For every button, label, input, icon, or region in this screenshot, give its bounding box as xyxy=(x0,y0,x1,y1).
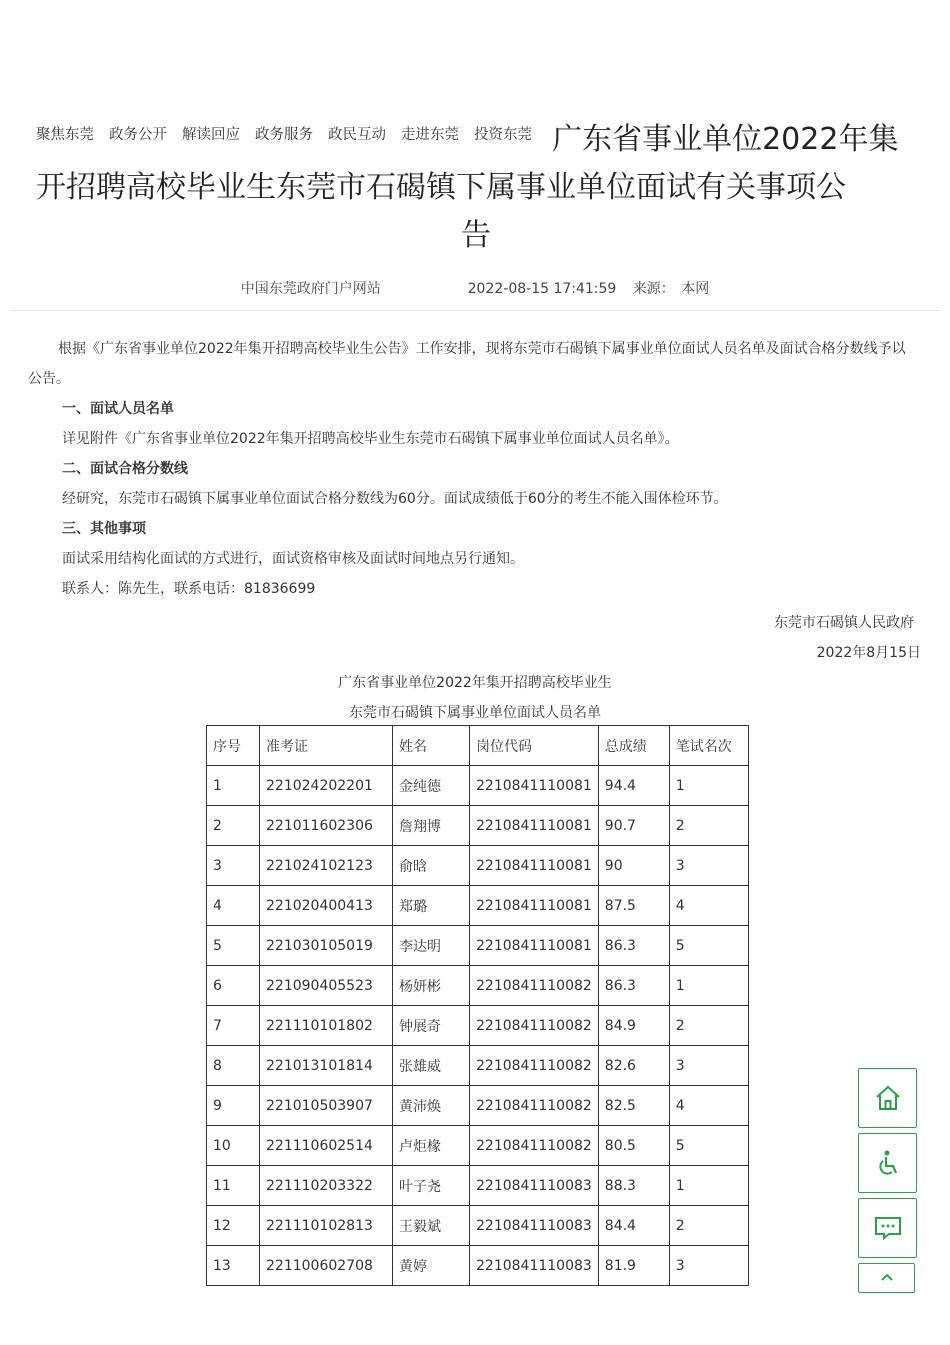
table-cell: 82.5 xyxy=(598,1086,669,1126)
table-cell: 2210841110081 xyxy=(470,806,599,846)
table-cell: 2210841110082 xyxy=(470,1126,599,1166)
table-cell: 94.4 xyxy=(598,766,669,806)
table-cell: 221110203322 xyxy=(260,1166,393,1206)
table-cell: 221100602708 xyxy=(260,1246,393,1286)
table-cell: 9 xyxy=(207,1086,260,1126)
table-cell: 86.3 xyxy=(598,966,669,1006)
table-cell: 1 xyxy=(669,766,748,806)
table-cell: 1 xyxy=(207,766,260,806)
table-caption-line1: 广东省事业单位2022年集开招聘高校毕业生 xyxy=(338,675,612,691)
source-value: 本网 xyxy=(681,281,710,297)
table-cell: 5 xyxy=(669,1126,748,1166)
message-button[interactable] xyxy=(858,1198,917,1258)
source-label: 来源： xyxy=(632,281,675,297)
nav-government-services[interactable]: 政务服务 xyxy=(255,127,313,143)
header-cell: 总成绩 xyxy=(598,726,669,766)
source-site: 中国东莞政府门户网站 xyxy=(240,281,381,297)
table-cell: 13 xyxy=(207,1246,260,1286)
nav-invest-dongguan[interactable]: 投资东莞 xyxy=(474,127,532,143)
table-cell: 俞晗 xyxy=(393,846,470,886)
table-cell: 金纯德 xyxy=(393,766,470,806)
table-cell: 2210841110081 xyxy=(470,926,599,966)
nav-government-affairs[interactable]: 政务公开 xyxy=(109,127,167,143)
table-row xyxy=(207,1006,749,1046)
table-cell: 叶子尧 xyxy=(393,1166,470,1206)
table-cell: 2210841110082 xyxy=(470,1006,599,1046)
nav-public-interaction[interactable]: 政民互动 xyxy=(328,127,386,143)
header-cell: 准考证 xyxy=(260,726,393,766)
section-3-title: 三、其他事项 xyxy=(62,521,146,537)
table-cell: 84.9 xyxy=(598,1006,669,1046)
table-row xyxy=(207,766,749,806)
table-header-row xyxy=(207,726,749,766)
table-cell: 詹翔博 xyxy=(393,806,470,846)
table-cell: 4 xyxy=(207,886,260,926)
chevron-up-icon xyxy=(879,1272,895,1282)
header-cell: 姓名 xyxy=(393,726,470,766)
signer: 东莞市石碣镇人民政府 xyxy=(774,615,914,631)
table-cell: 黄婷 xyxy=(393,1246,470,1286)
table-cell: 90.7 xyxy=(598,806,669,846)
table-cell: 221013101814 xyxy=(260,1046,393,1086)
accessibility-button[interactable] xyxy=(858,1133,917,1193)
accessibility-icon xyxy=(873,1148,903,1178)
divider xyxy=(10,310,940,311)
table-row xyxy=(207,1166,749,1206)
header-cell: 岗位代码 xyxy=(470,726,599,766)
nav-focus-dongguan[interactable]: 聚焦东莞 xyxy=(36,127,94,143)
table-cell: 5 xyxy=(669,926,748,966)
table-cell: 80.5 xyxy=(598,1126,669,1166)
table-cell: 3 xyxy=(207,846,260,886)
table-row xyxy=(207,806,749,846)
article-body xyxy=(28,334,908,604)
back-to-top-button[interactable] xyxy=(858,1263,915,1293)
table-cell: 2 xyxy=(669,1006,748,1046)
table-cell: 221010503907 xyxy=(260,1086,393,1126)
table-cell: 卢炬椽 xyxy=(393,1126,470,1166)
nav-interpretation[interactable]: 解读回应 xyxy=(182,127,240,143)
section-2-text: 经研究，东莞市石碣镇下属事业单位面试合格分数线为60分。面试成绩低于60分的考生不能入围体检环节。 xyxy=(62,491,728,507)
table-cell: 81.9 xyxy=(598,1246,669,1286)
table-row xyxy=(207,926,749,966)
table-cell: 1 xyxy=(669,966,748,1006)
table-cell: 7 xyxy=(207,1006,260,1046)
table-cell: 2210841110083 xyxy=(470,1166,599,1206)
top-nav xyxy=(36,127,552,153)
table-cell: 2210841110081 xyxy=(470,886,599,926)
table-cell: 杨妍彬 xyxy=(393,966,470,1006)
table-cell: 2210841110082 xyxy=(470,1086,599,1126)
nav-about-dongguan[interactable]: 走进东莞 xyxy=(401,127,459,143)
table-cell: 2210841110083 xyxy=(470,1246,599,1286)
intro-paragraph: 根据《广东省事业单位2022年集开招聘高校毕业生公告》工作安排，现将东莞市石碣镇下属事业单位面试人员名单及面试合格分数线予以公告。 xyxy=(28,341,906,387)
section-2-title: 二、面试合格分数线 xyxy=(62,461,188,477)
table-cell: 2210841110081 xyxy=(470,766,599,806)
table-cell: 张雄威 xyxy=(393,1046,470,1086)
sign-date: 2022年8月15日 xyxy=(816,645,921,661)
table-row xyxy=(207,1126,749,1166)
home-icon xyxy=(873,1083,903,1113)
table-row xyxy=(207,1206,749,1246)
table-cell: 221020400413 xyxy=(260,886,393,926)
table-cell: 黄沛焕 xyxy=(393,1086,470,1126)
table-cell: 钟展奇 xyxy=(393,1006,470,1046)
table-cell: 3 xyxy=(669,1246,748,1286)
table-cell: 82.6 xyxy=(598,1046,669,1086)
table-cell: 1 xyxy=(669,1166,748,1206)
article-title-tail: 告 xyxy=(461,218,491,253)
table-cell: 221110602514 xyxy=(260,1126,393,1166)
table-cell: 4 xyxy=(669,1086,748,1126)
table-cell: 2 xyxy=(207,806,260,846)
table-cell: 8 xyxy=(207,1046,260,1086)
viewport-bottom-mask xyxy=(0,1290,950,1345)
table-cell: 221024102123 xyxy=(260,846,393,886)
table-caption-line2: 东莞市石碣镇下属事业单位面试人员名单 xyxy=(349,705,601,721)
table-cell: 5 xyxy=(207,926,260,966)
table-row xyxy=(207,1086,749,1126)
table-cell: 221011602306 xyxy=(260,806,393,846)
table-cell: 2210841110082 xyxy=(470,966,599,1006)
article-meta xyxy=(0,278,950,298)
table-cell: 84.4 xyxy=(598,1206,669,1246)
table-cell: 2210841110081 xyxy=(470,846,599,886)
interview-roster-table xyxy=(206,725,749,1286)
table-cell: 3 xyxy=(669,846,748,886)
contact-info: 联系人：陈先生，联系电话：81836699 xyxy=(62,581,316,597)
section-1-title: 一、面试人员名单 xyxy=(62,401,174,417)
table-cell: 90 xyxy=(598,846,669,886)
table-row xyxy=(207,846,749,886)
header-cell: 笔试名次 xyxy=(669,726,748,766)
table-row xyxy=(207,886,749,926)
home-button[interactable] xyxy=(858,1068,917,1128)
section-3-text: 面试采用结构化面试的方式进行，面试资格审核及面试时间地点另行通知。 xyxy=(62,551,524,567)
table-cell: 郑璐 xyxy=(393,886,470,926)
table-cell: 王毅斌 xyxy=(393,1206,470,1246)
message-icon xyxy=(873,1213,903,1243)
article-title: 广东省事业单位2022年集开招聘高校毕业生东莞市石碣镇下属事业单位面试有关事项公 xyxy=(36,122,899,205)
table-cell: 221030105019 xyxy=(260,926,393,966)
table-row xyxy=(207,966,749,1006)
header xyxy=(36,116,916,260)
table-row xyxy=(207,1046,749,1086)
table-cell: 2210841110082 xyxy=(470,1046,599,1086)
table-cell: 3 xyxy=(669,1046,748,1086)
table-cell: 2210841110083 xyxy=(470,1206,599,1246)
table-cell: 李达明 xyxy=(393,926,470,966)
table-cell: 86.3 xyxy=(598,926,669,966)
table-cell: 12 xyxy=(207,1206,260,1246)
table-cell: 221024202201 xyxy=(260,766,393,806)
table-cell: 88.3 xyxy=(598,1166,669,1206)
table-row xyxy=(207,1246,749,1286)
table-cell: 6 xyxy=(207,966,260,1006)
section-1-text: 详见附件《广东省事业单位2022年集开招聘高校毕业生东莞市石碣镇下属事业单位面试人员名单》。 xyxy=(62,431,679,447)
table-cell: 4 xyxy=(669,886,748,926)
table-cell: 2 xyxy=(669,1206,748,1246)
header-cell: 序号 xyxy=(207,726,260,766)
table-cell: 221110101802 xyxy=(260,1006,393,1046)
table-cell: 221110102813 xyxy=(260,1206,393,1246)
table-cell: 2 xyxy=(669,806,748,846)
table-cell: 11 xyxy=(207,1166,260,1206)
publish-datetime: 2022-08-15 17:41:59 xyxy=(467,281,617,297)
table-cell: 87.5 xyxy=(598,886,669,926)
table-cell: 221090405523 xyxy=(260,966,393,1006)
table-cell: 10 xyxy=(207,1126,260,1166)
